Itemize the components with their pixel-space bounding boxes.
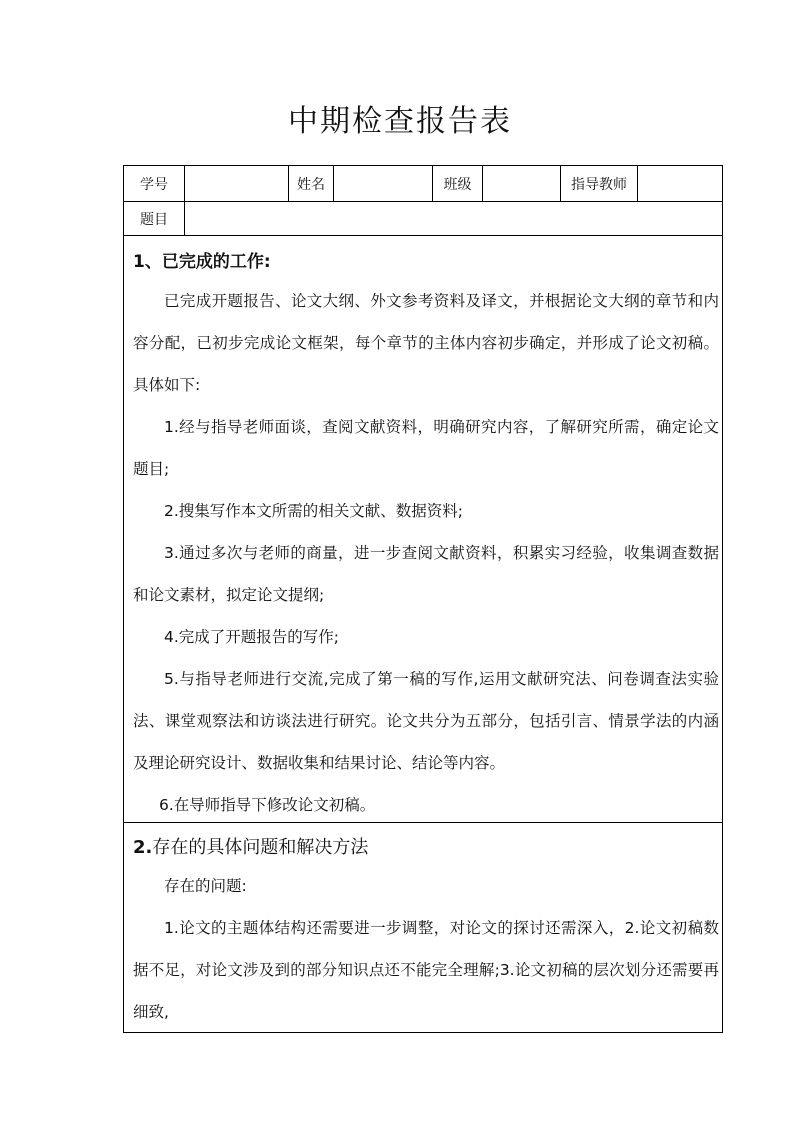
student-id-label: 学号: [124, 166, 185, 201]
class-value: [483, 166, 561, 201]
name-label: 姓名: [289, 166, 334, 201]
topic-row: [124, 202, 722, 236]
problems-label: 存在的问题:: [164, 877, 247, 895]
advisor-label: 指导教师: [561, 166, 638, 201]
topic-label: 题目: [124, 202, 185, 235]
completed-work-item-2: 2.搜集写作本文所需的相关文献、数据资料;: [164, 502, 464, 520]
page-title: 中期检查报告表: [288, 104, 512, 139]
completed-work-heading: 1、已完成的工作:: [133, 252, 271, 272]
problems-text: 1.论文的主题体结构还需要进一步调整，对论文的探讨还需深入，2.论文初稿数据不足，对论文涉及到的部分知识点还不能完全理解;3.论文初稿的层次划分还需要再细致,: [133, 919, 719, 1021]
name-value: [334, 166, 433, 201]
completed-work-item-4: 4.完成了开题报告的写作;: [164, 628, 340, 646]
problems-heading-text: 存在的具体问题和解决方法: [152, 837, 369, 858]
student-id-value: [185, 166, 289, 201]
completed-work-paragraph: 已完成开题报告、论文大纲、外文参考资料及译文，并根据论文大纲的章节和内容分配，已初步完成论文框架，每个章节的主体内容初步确定，并形成了论文初稿。具体如下:: [133, 292, 719, 394]
class-label: 班级: [433, 166, 483, 201]
completed-work-section: [124, 236, 722, 823]
completed-work-item-5: 5.与指导老师进行交流,完成了第一稿的写作,运用文献研究法、问卷调查法实验法、课堂观察法和访谈法进行研究。论文共分为五部分，包括引言、情景学法的内涵及理论研究设计、数据收集和结果讨论、结论等内容。: [133, 670, 719, 772]
report-table: [123, 165, 723, 1033]
completed-work-item-6: 6.在导师指导下修改论文初稿。: [159, 796, 376, 814]
completed-work-item-1: 1.经与指导老师面谈，查阅文献资料，明确研究内容，了解研究所需，确定论文题目;: [133, 418, 719, 478]
advisor-value: [638, 166, 722, 201]
problems-section: [124, 823, 722, 1032]
topic-value: [185, 202, 722, 235]
problems-heading-number: 2.: [133, 837, 153, 858]
info-row: [124, 166, 722, 202]
completed-work-item-3: 3.通过多次与老师的商量，进一步查阅文献资料，积累实习经验，收集调查数据和论文素材，拟定论文提纲;: [133, 544, 719, 604]
problems-heading: [133, 833, 368, 859]
